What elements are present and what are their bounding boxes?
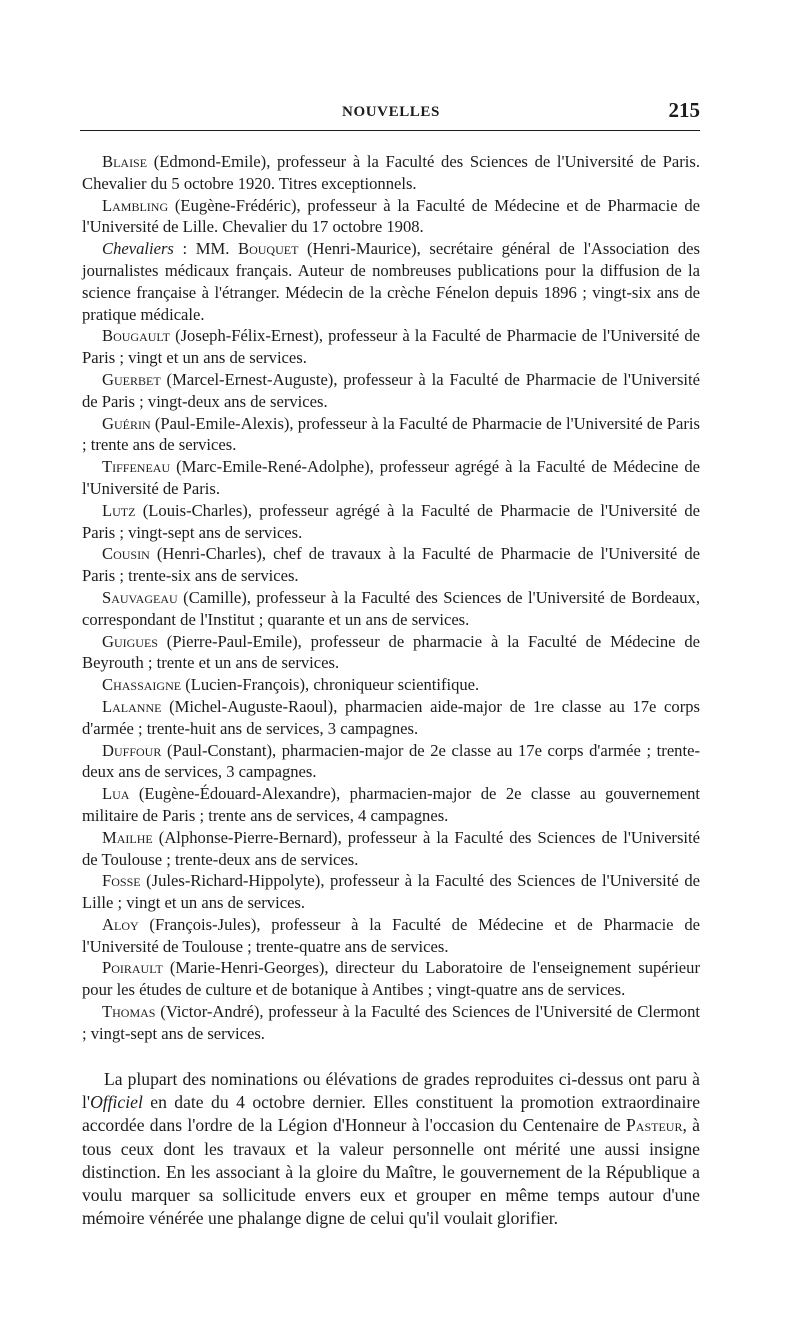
entry-text: (Eugène-Édouard-Alexandre), pharmacien-major de 2e classe au gouvernement militaire de Paris ; trente ans de services, 4 campagnes. bbox=[82, 784, 700, 825]
entry-text: (François-Jules), professeur à la Faculté de Médecine et de Pharmacie de l'Université de Toulouse ; trente-quatre ans de services. bbox=[82, 914, 700, 956]
pasteur-name: Pasteur bbox=[626, 1115, 683, 1136]
person-name: Aloy bbox=[102, 914, 139, 934]
person-name: Mailhe bbox=[102, 827, 153, 847]
list-item bbox=[82, 1001, 700, 1045]
list-item bbox=[82, 740, 700, 784]
entry-text: (Louis-Charles), professeur agrégé à la Faculté de Pharmacie de l'Université de Paris ; vingt-sept ans de services. bbox=[82, 500, 700, 542]
officiel-ref: Officiel bbox=[90, 1092, 143, 1113]
page-number: 215 bbox=[668, 98, 700, 122]
person-name: Tiffeneau bbox=[102, 457, 171, 477]
entry-text: (Henri-Maurice), secrétaire général de l'Association des journalistes médicaux français. Auteur de nombreuses publications pour la diffusion de la science française à l'étranger. Médecin de la crèche Fénelon depuis 1896 ; vingt-six ans de pratique médicale. bbox=[82, 239, 700, 324]
person-name: Lutz bbox=[102, 500, 136, 520]
entry-text: (Eugène-Frédéric), professeur à la Faculté de Médecine et de Pharmacie de l'Université de Lille. Chevalier du 17 octobre 1908. bbox=[82, 195, 700, 237]
person-name: Bougault bbox=[102, 326, 170, 346]
person-name: Lalanne bbox=[102, 696, 162, 716]
section-label-rest: : MM. bbox=[173, 239, 239, 259]
entry-text: (Joseph-Félix-Ernest), professeur à la Faculté de Pharmacie de l'Université de Paris ; vingt et un ans de services. bbox=[82, 326, 700, 368]
person-name: Bouquet bbox=[238, 239, 299, 259]
list-item bbox=[82, 631, 700, 675]
entry-text: (Lucien-François), chroniqueur scientifique. bbox=[181, 675, 480, 695]
list-item bbox=[82, 195, 700, 239]
list-item bbox=[82, 870, 700, 914]
section-label: Chevaliers bbox=[102, 239, 174, 259]
person-name: Blaise bbox=[102, 152, 148, 171]
entry-text: (Henri-Charles), chef de travaux à la Faculté de Pharmacie de l'Université de Paris ; trente-six ans de services. bbox=[82, 544, 700, 586]
closing-paragraph bbox=[82, 1068, 700, 1230]
entry-text: (Michel-Auguste-Raoul), pharmacien aide-major de 1re classe au 17e corps d'armée ; trente-huit ans de services, 3 campagnes. bbox=[82, 696, 700, 738]
person-name: Thomas bbox=[102, 1002, 156, 1022]
closing-text-3: , à tous ceux dont les travaux et la valeur personnelle ont mérité une aussi insigne distinction. En les associant à la gloire du Maître, le gouvernement de la République a voulu marquer sa sollicitude envers eux et grouper en même temps autour d'une mémoire vénérée une phalange digne de celui qu'il voulait glorifier. bbox=[82, 1115, 700, 1229]
list-item bbox=[82, 696, 700, 740]
list-item bbox=[82, 325, 700, 369]
person-name: Sauvageau bbox=[102, 587, 178, 607]
list-item bbox=[82, 151, 700, 195]
page-header bbox=[82, 96, 700, 126]
list-item bbox=[82, 369, 700, 413]
entry-text: (Marc-Emile-René-Adolphe), professeur agrégé à la Faculté de Médecine de l'Université de Paris. bbox=[82, 457, 700, 498]
person-name: Lua bbox=[102, 784, 130, 804]
list-item bbox=[82, 957, 700, 1001]
person-name: Fosse bbox=[102, 871, 141, 891]
entry-text: (Marcel-Ernest-Auguste), professeur à la Faculté de Pharmacie de l'Université de Paris ; vingt-deux ans de services. bbox=[82, 369, 700, 411]
list-item bbox=[82, 413, 700, 457]
entry-text: (Edmond-Emile), professeur à la Faculté des Sciences de l'Université de Paris. Chevalier du 5 octobre 1920. Titres exceptionnels. bbox=[82, 152, 700, 193]
person-name: Poirault bbox=[102, 958, 163, 978]
person-name: Guigues bbox=[102, 631, 158, 651]
person-name: Cousin bbox=[102, 544, 150, 564]
person-name: Lambling bbox=[102, 195, 169, 215]
list-item bbox=[82, 587, 700, 631]
person-name: Guérin bbox=[102, 413, 151, 433]
header-rule bbox=[80, 130, 700, 131]
closing-text-1: La plupart des nominations ou élévations de grades reproduites ci-dessus ont paru à l' bbox=[82, 1069, 700, 1113]
entry-text: (Marie-Henri-Georges), directeur du Laboratoire de l'enseignement supérieur pour les études de culture et de botanique à Antibes ; vingt-quatre ans de services. bbox=[82, 958, 700, 1000]
entry-text: (Paul-Emile-Alexis), professeur à la Faculté de Pharmacie de l'Université de Paris ; trente ans de services. bbox=[82, 413, 700, 455]
list-item bbox=[82, 456, 700, 500]
entry-text: (Paul-Constant), pharmacien-major de 2e classe au 17e corps d'armée ; trente-deux ans de services, 3 campagnes. bbox=[82, 740, 700, 782]
entry-text: (Victor-André), professeur à la Faculté des Sciences de l'Université de Clermont ; vingt-sept ans de services. bbox=[82, 1002, 700, 1043]
entry-text: (Alphonse-Pierre-Bernard), professeur à la Faculté des Sciences de l'Université de Toulouse ; trente-deux ans de services. bbox=[82, 827, 700, 869]
list-item bbox=[82, 783, 700, 827]
list-item bbox=[82, 914, 700, 958]
entry-text: (Pierre-Paul-Emile), professeur de pharmacie à la Faculté de Médecine de Beyrouth ; trente et un ans de services. bbox=[82, 631, 700, 673]
running-title: NOUVELLES bbox=[342, 104, 440, 120]
person-name: Guerbet bbox=[102, 369, 161, 389]
list-item bbox=[82, 674, 700, 696]
list-item bbox=[82, 827, 700, 871]
person-name: Chassaigne bbox=[102, 675, 182, 695]
list-item bbox=[82, 543, 700, 587]
list-item bbox=[82, 500, 700, 544]
entry-text: (Jules-Richard-Hippolyte), professeur à la Faculté des Sciences de l'Université de Lille ; vingt et un ans de services. bbox=[82, 871, 700, 913]
entry-text: (Camille), professeur à la Faculté des Sciences de l'Université de Bordeaux, correspondant de l'Institut ; quarante et un ans de services. bbox=[82, 587, 700, 629]
closing-text-2: en date du 4 octobre dernier. Elles constituent la promotion extraordinaire accordée dans l'ordre de la Légion d'Honneur à l'occasion du Centenaire de bbox=[82, 1092, 700, 1136]
nomination-list bbox=[82, 151, 700, 1045]
list-item bbox=[82, 238, 700, 325]
person-name: Duffour bbox=[102, 740, 162, 760]
